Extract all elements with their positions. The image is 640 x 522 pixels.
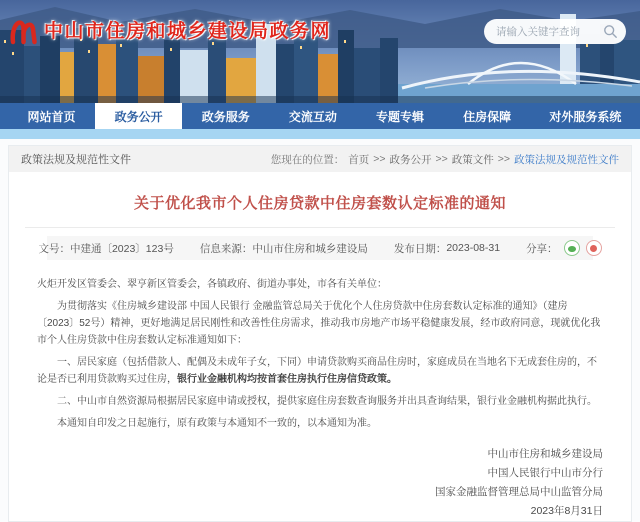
breadcrumb-separator: >> — [373, 153, 386, 165]
publish-date-value: 2023-08-31 — [446, 242, 501, 254]
header-banner — [0, 0, 640, 103]
nav-item-housing-security[interactable]: 住房保障 — [463, 109, 512, 124]
share-area — [526, 240, 602, 256]
doc-number-label: 文号： — [38, 242, 70, 255]
site-logo-home-link[interactable] — [8, 12, 331, 46]
breadcrumb-bar — [9, 146, 631, 172]
weibo-share-icon[interactable] — [586, 240, 602, 256]
wechat-share-icon[interactable] — [564, 240, 580, 256]
breadcrumb-policy-docs[interactable]: 政策文件 — [451, 153, 494, 166]
nav-item-external-systems[interactable]: 对外服务系统 — [549, 109, 622, 124]
signature-org-2: 中国人民银行中山市分行 — [487, 467, 603, 479]
salutation: 火炬开发区管委会、翠亨新区管委会，各镇政府、街道办事处，市各有关单位： — [37, 279, 387, 290]
breadcrumb-current[interactable]: 政策法规及规范性文件 — [514, 153, 619, 166]
site-title: 中山市住房和城乡建设局政务网 — [44, 20, 332, 42]
search-input[interactable] — [496, 26, 603, 38]
paragraph-item2: 二、中山市自然资源局根据居民家庭申请或授权，提供家庭住房套数查询服务并出具查询结果，银行业金融机构据此执行。 — [57, 396, 597, 407]
nav-item-special-topics[interactable]: 专题专辑 — [375, 109, 424, 124]
nav-substrip — [0, 129, 640, 139]
breadcrumb-gov-disclosure[interactable]: 政务公开 — [389, 153, 432, 166]
search-icon[interactable] — [603, 24, 618, 39]
nav-item-gov-disclosure[interactable]: 政务公开 — [95, 103, 182, 129]
main-nav — [0, 103, 640, 129]
content-panel — [8, 145, 632, 522]
signature-block — [9, 445, 631, 521]
search-box[interactable] — [484, 19, 626, 44]
info-source — [200, 241, 368, 256]
nav-item-interaction[interactable]: 交流互动 — [288, 109, 337, 124]
doc-number — [38, 241, 173, 256]
info-source-label: 信息来源： — [199, 242, 253, 255]
signature-org-3: 国家金融监督管理总局中山监管分局 — [435, 486, 603, 498]
publish-date — [394, 241, 500, 256]
article-meta-bar — [38, 236, 593, 260]
paragraph-item1 — [37, 354, 603, 388]
info-source-value: 中山市住房和城乡建设局 — [252, 242, 368, 255]
breadcrumb-separator: >> — [497, 153, 510, 165]
breadcrumb — [271, 152, 619, 167]
nav-item-home[interactable]: 网站首页 — [27, 109, 76, 124]
share-label: 分享： — [526, 242, 558, 255]
paragraph-intro: 为贯彻落实《住房城乡建设部 中国人民银行 金融监管总局关于优化个人住房贷款中住房套数认定标准的通知》（建房〔2023〕52号）精神，更好地满足居民刚性和改善性住房需求，推动我市房地产市场平稳健康发展，经市政府同意，现就优化我市个人住房贷款中住房套数认定标准通知如下： — [37, 301, 601, 346]
paragraph-closing: 本通知自印发之日起施行，原有政策与本通知不一致的，以本通知为准。 — [57, 418, 377, 429]
item1-text: 一、居民家庭（包括借款人、配偶及未成年子女，下同）申请贷款购买商品住房时，家庭成员在当地名下无成套住房的，不论是否已利用贷款购买过住房， — [37, 357, 597, 385]
breadcrumb-home[interactable]: 首页 — [348, 153, 370, 166]
breadcrumb-location-label: 您现在的位置： — [270, 153, 345, 166]
bureau-logo-icon — [8, 12, 38, 46]
article-body — [9, 264, 631, 432]
publish-date-label: 发布日期： — [393, 242, 447, 255]
signature-date: 2023年8月31日 — [530, 505, 603, 517]
section-title: 政策法规及规范性文件 — [21, 154, 131, 166]
nav-item-gov-services[interactable]: 政务服务 — [201, 109, 250, 124]
breadcrumb-separator: >> — [435, 153, 448, 165]
item1-bold-text: 银行业金融机构均按首套住房执行住房信贷政策。 — [177, 374, 397, 385]
title-divider — [25, 227, 615, 228]
doc-number-value: 中建通〔2023〕123号 — [69, 242, 174, 255]
signature-org-1: 中山市住房和城乡建设局 — [487, 448, 603, 460]
article-title: 关于优化我市个人住房贷款中住房套数认定标准的通知 — [133, 195, 506, 212]
